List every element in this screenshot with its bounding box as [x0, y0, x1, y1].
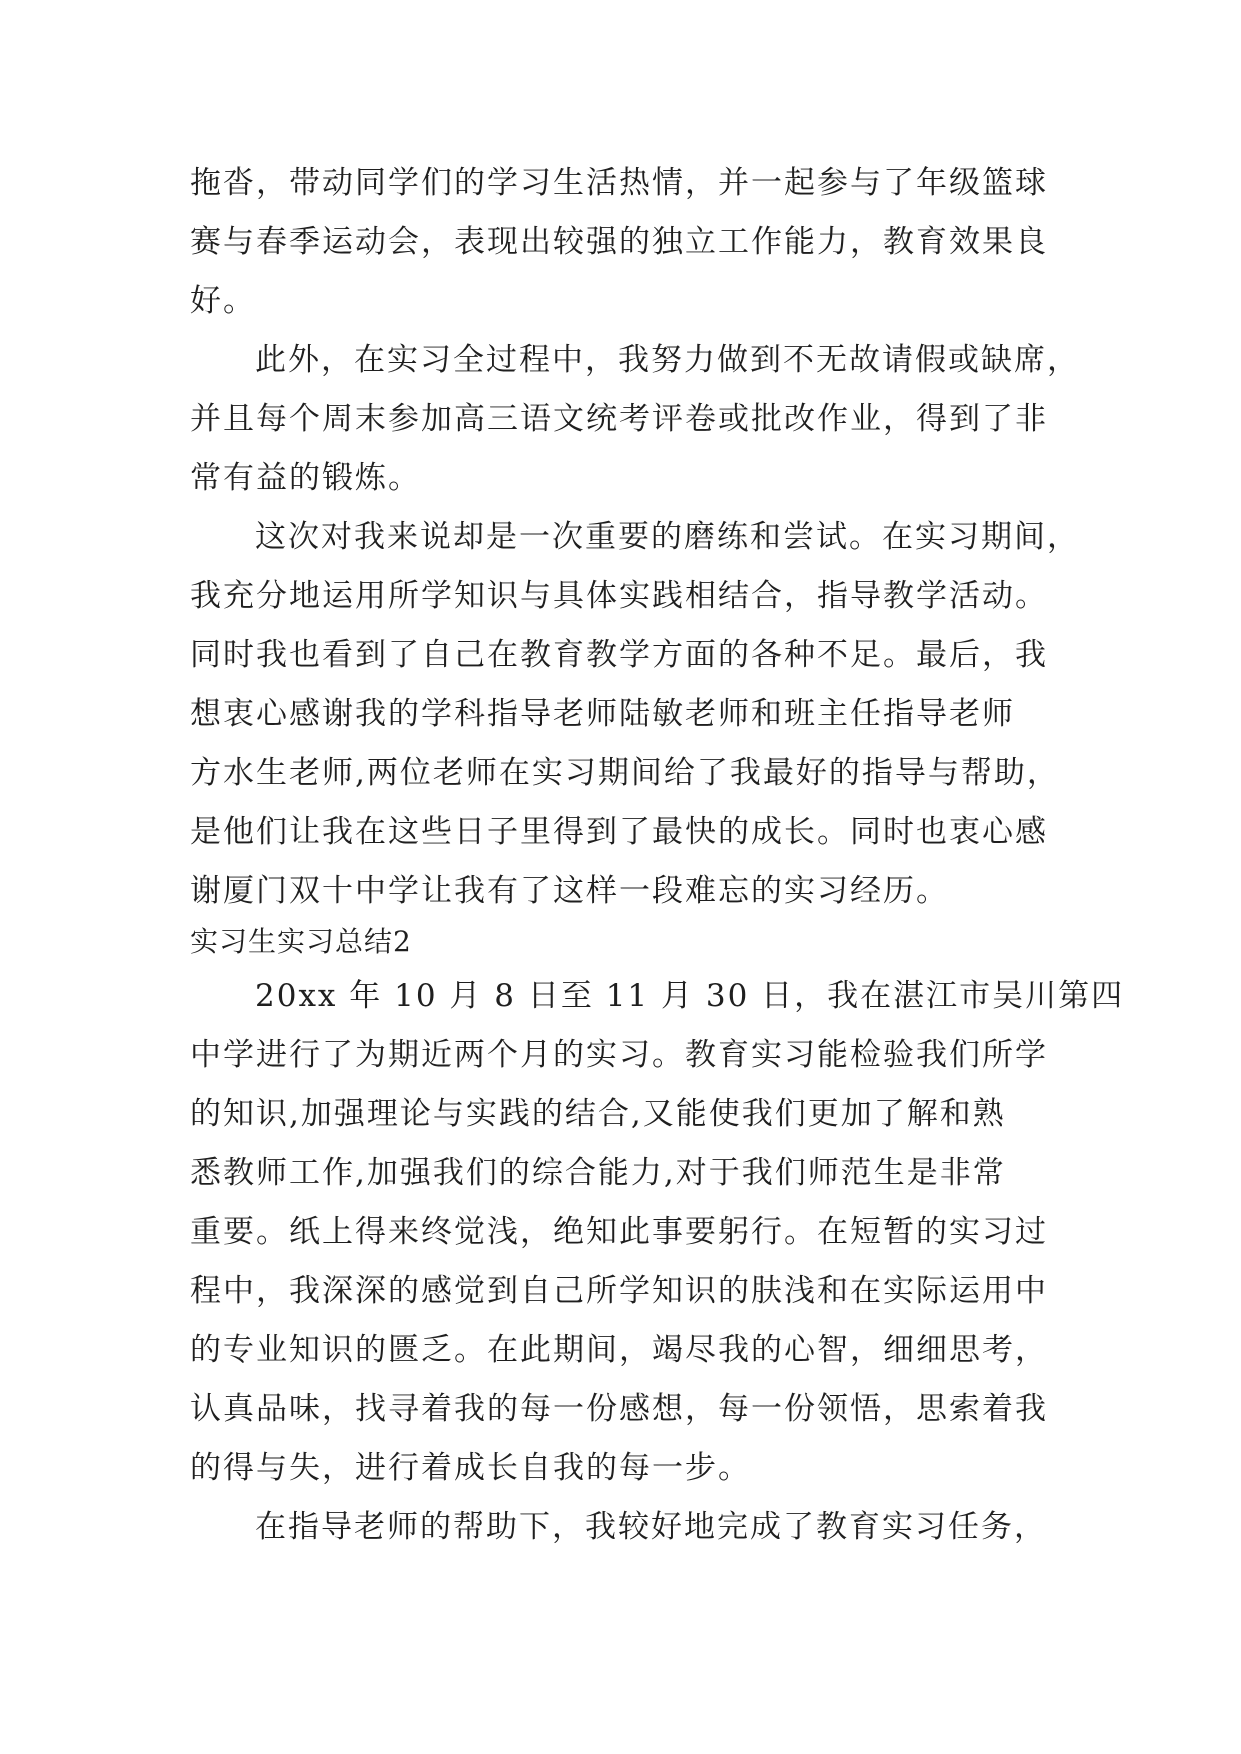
paragraph-2-line-2: 并且每个周末参加高三语文统考评卷或批改作业，得到了非 [190, 401, 1048, 437]
paragraph-2-line-1: 此外，在实习全过程中，我努力做到不无故请假或缺席， [255, 342, 1080, 378]
section-paragraph-1-line-7: 的专业知识的匮乏。在此期间，竭尽我的心智，细细思考， [190, 1332, 1048, 1368]
section-paragraph-1-line-8: 认真品味，找寻着我的每一份感想，每一份领悟，思索着我 [190, 1391, 1048, 1427]
paragraph-3-line-7: 谢厦门双十中学让我有了这样一段难忘的实习经历。 [190, 873, 949, 909]
paragraph-3-line-1: 这次对我来说却是一次重要的磨练和尝试。在实习期间， [255, 519, 1080, 555]
paragraph-1-line-3: 好。 [190, 283, 256, 319]
paragraph-3-line-2: 我充分地运用所学知识与具体实践相结合，指导教学活动。 [190, 578, 1048, 614]
section-paragraph-1-line-5: 重要。纸上得来终觉浅，绝知此事要躬行。在短暂的实习过 [190, 1214, 1048, 1250]
section-paragraph-1-line-6: 程中，我深深的感觉到自己所学知识的肤浅和在实际运用中 [190, 1273, 1048, 1309]
paragraph-1-line-2: 赛与春季运动会，表现出较强的独立工作能力，教育效果良 [190, 224, 1048, 260]
section-paragraph-1-line-2: 中学进行了为期近两个月的实习。教育实习能检验我们所学 [190, 1037, 1048, 1073]
paragraph-3-line-5: 方水生老师,两位老师在实习期间给了我最好的指导与帮助， [190, 755, 1060, 791]
paragraph-1-line-1: 拖沓，带动同学们的学习生活热情，并一起参与了年级篮球 [190, 165, 1048, 201]
section-paragraph-1-line-9: 的得与失，进行着成长自我的每一步。 [190, 1450, 751, 1486]
paragraph-3-line-3: 同时我也看到了自己在教育教学方面的各种不足。最后，我 [190, 637, 1048, 673]
section-paragraph-2-line-1: 在指导老师的帮助下，我较好地完成了教育实习任务， [255, 1509, 1047, 1545]
section-paragraph-1-line-4: 悉教师工作,加强我们的综合能力,对于我们师范生是非常 [190, 1155, 1006, 1191]
paragraph-3-line-6: 是他们让我在这些日子里得到了最快的成长。同时也衷心感 [190, 814, 1048, 850]
section-title: 实习生实习总结2 [190, 925, 412, 958]
paragraph-3-line-4: 想衷心感谢我的学科指导老师陆敏老师和班主任指导老师 [190, 696, 1015, 732]
paragraph-2-line-3: 常有益的锻炼。 [190, 460, 421, 496]
section-paragraph-1-line-3: 的知识,加强理论与实践的结合,又能使我们更加了解和熟 [190, 1096, 1006, 1132]
section-paragraph-1-line-1: 20xx 年 10 月 8 日至 11 月 30 日，我在湛江市吴川第四 [255, 978, 1125, 1014]
